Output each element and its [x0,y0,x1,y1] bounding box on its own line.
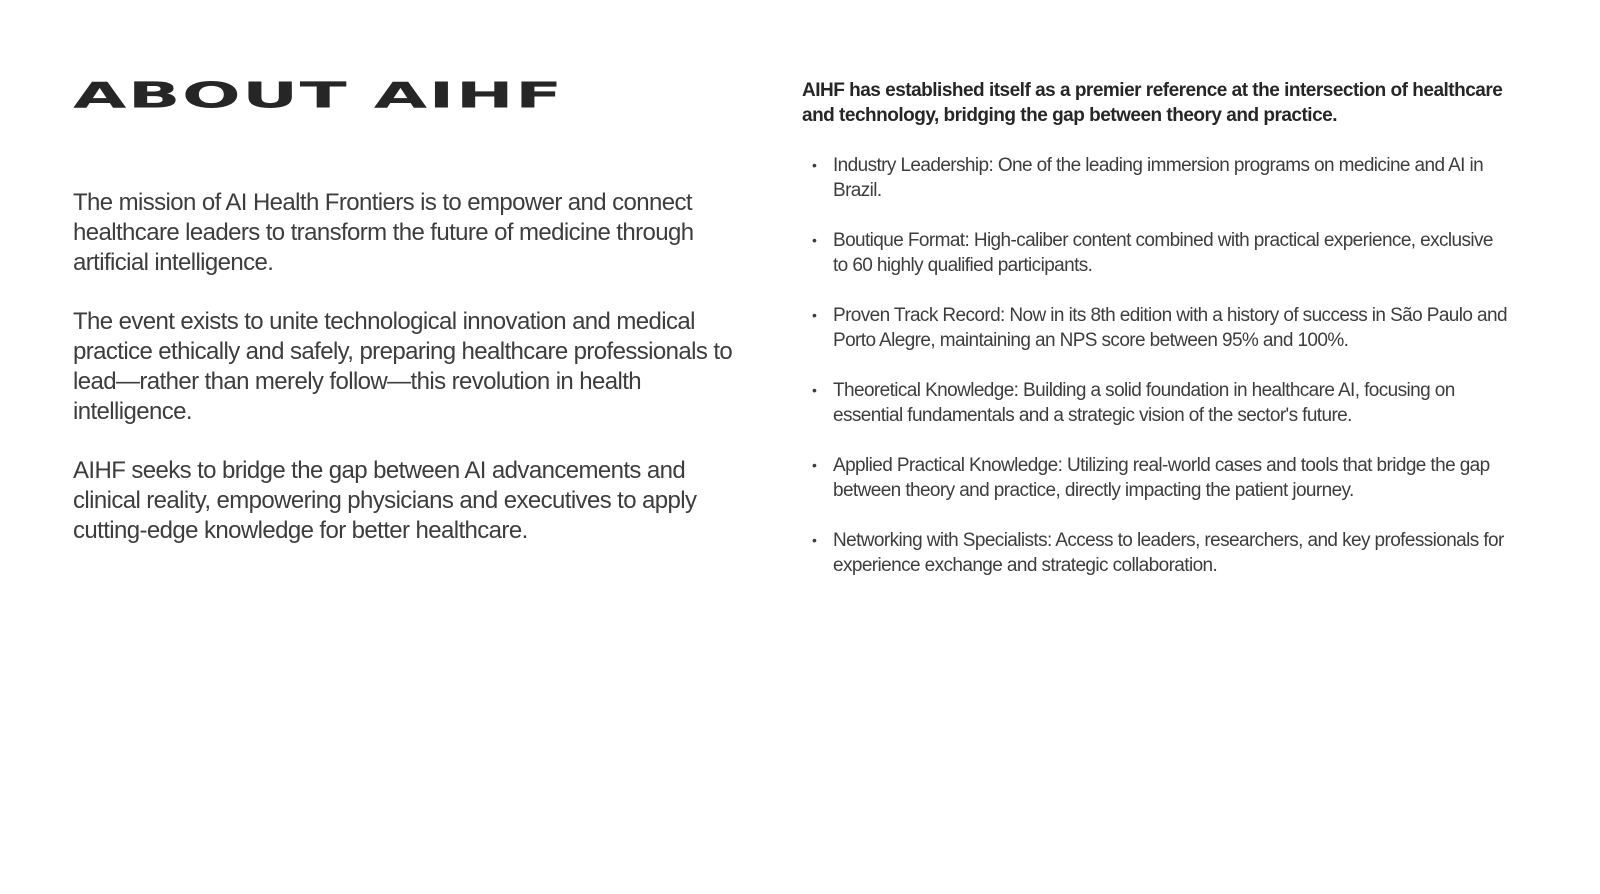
list-item [802,153,1512,203]
list-item [802,528,1512,578]
list-item-text: Theoretical Knowledge: Building a solid foundation in healthcare AI, focusing on essential fundamentals and a strategic vision of the sector's future. [833,380,1455,426]
list-item-text: Boutique Format: High-caliber content combined with practical experience, exclusive to 60 highly qualified participants. [833,230,1493,276]
highlights-lead: AIHF has established itself as a premier reference at the intersection of healthcare and technology, bridging the gap between theory and practice. [802,80,1503,126]
list-item-text: Applied Practical Knowledge: Utilizing real-world cases and tools that bridge the gap between theory and practice, directly impacting the patient journey. [833,455,1490,501]
list-item [802,378,1512,428]
mission-paragraph: AIHF seeks to bridge the gap between AI advancements and clinical reality, empowering physicians and executives to apply cutting-edge knowledge for better healthcare. [73,457,697,544]
list-item-text: Proven Track Record: Now in its 8th edition with a history of success in São Paulo and Porto Alegre, maintaining an NPS score between 95% and 100%. [833,305,1507,351]
bullet-icon: • [812,457,817,473]
bullet-icon: • [812,157,817,173]
mission-text [73,188,733,575]
mission-paragraph: The mission of AI Health Frontiers is to empower and connect healthcare leaders to transform the future of medicine through artificial intelligence. [73,189,694,276]
list-item-text: Networking with Specialists: Access to leaders, researchers, and key professionals for experience exchange and strategic collaboration. [833,530,1504,576]
page-title: ABOUT AIHF [73,74,564,117]
bullet-icon: • [812,307,817,323]
highlights-list [802,153,1512,578]
list-item-text: Industry Leadership: One of the leading immersion programs on medicine and AI in Brazil. [833,155,1484,201]
list-item [802,303,1512,353]
bullet-icon: • [812,382,817,398]
list-item [802,228,1512,278]
bullet-icon: • [812,232,817,248]
list-item [802,453,1512,503]
bullet-icon: • [812,532,817,548]
highlights-section [802,78,1512,603]
mission-paragraph: The event exists to unite technological innovation and medical practice ethically and safely, preparing healthcare professionals to lead—rather than merely follow—this revolution in health intelligence. [73,308,733,425]
